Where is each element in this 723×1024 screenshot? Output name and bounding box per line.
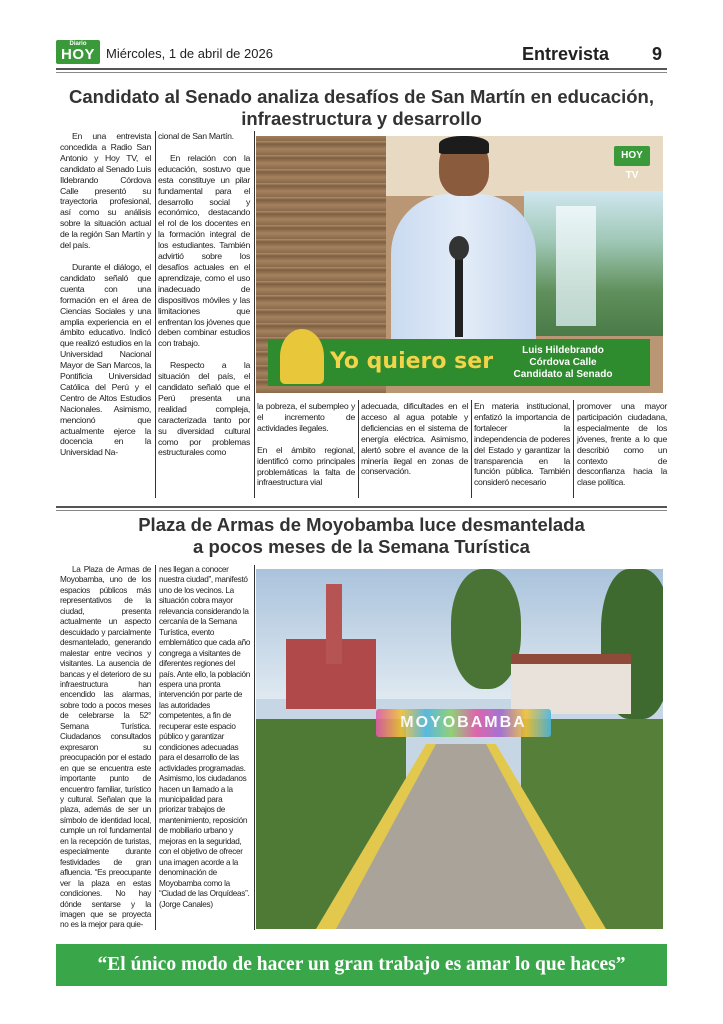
paragraph: Durante el diálogo, el candidato señaló que cuenta con una formación en el área de Ciencias Sociales y una amplia experiencia en el ámbito educativo. Indicó que realizó estudios en la Universidad Nacional Mayor de San Marcos, la Pontificia Universidad Católica del Perú y el Centro de Altos Estudios Nacionales. Asimismo, mencionó que actualmente ejerce la docencia en la Universidad Na- (60, 261, 151, 458)
page-number: 9 (652, 44, 663, 64)
microphone-icon (449, 236, 469, 260)
article1-column-4 (361, 401, 468, 488)
article1-headline-line1: Candidato al Senado analiza desafíos de San Martín en educación, (69, 86, 654, 107)
article2-headline-line2: a pocos meses de la Semana Turística (193, 536, 530, 557)
article2-headline-line1: Plaza de Armas de Moyobamba luce desmantelada (138, 514, 585, 535)
article2-headline (56, 514, 667, 558)
colonial-house (511, 654, 631, 714)
column-divider (155, 565, 156, 930)
column-divider (358, 400, 359, 498)
paragraph: adecuada, dificultades en el acceso al agua potable y deficiencias en el sistema de energía eléctrica. Asimismo, alertó sobre el avance de la minería ilegal en zonas de conservación. (361, 401, 468, 477)
section-rule-thin (56, 510, 667, 511)
column-divider (155, 131, 156, 498)
article1-headline-line2: infraestructura y desarrollo (241, 108, 482, 129)
paragraph: En materia institucional, enfatizó la importancia de fortalecer la independencia de poderes del Estado y garantizar la transparencia en la función pública. También consideró necesario (474, 401, 570, 488)
newspaper-logo (56, 40, 100, 64)
quote-banner: “El único modo de hacer un gran trabajo es amar lo que haces” (56, 944, 667, 986)
article1-headline (56, 86, 667, 130)
cathedral-tower (326, 584, 342, 664)
article1-column-3 (257, 401, 355, 499)
paragraph: En el ámbito regional, identificó como principales problemáticas la falta de infraestructura vial (257, 444, 355, 488)
waterfall-stream (556, 206, 596, 326)
paragraph: cional de San Martín. (158, 131, 234, 141)
article1-column-1 (60, 131, 151, 469)
issue-date: Miércoles, 1 de abril de 2026 (106, 46, 273, 61)
paragraph: promover una mayor participación ciudadana, especialmente de los jóvenes, frente a lo que describió como un contexto de desconfianza hacia la clase política. (577, 401, 667, 488)
paragraph: Respecto a la situación del país, el candidato señaló que el Perú presenta una realidad compleja, caracterizada tanto por su diversidad cultural como por problemas estructurales como (158, 360, 250, 458)
column-divider (254, 565, 255, 930)
candidate-hair (439, 136, 489, 154)
section-rule (56, 506, 667, 508)
paragraph: En relación con la educación, sostuvo que esta constituye un pilar fundamental para el desarrollo social y económico, destacando el rol de los docentes en la formación integral de los estudiantes. También advirtió sobre los desafíos actuales en el aprendizaje, como el uso inadecuado de dispositivos móviles y las limitaciones que enfrentan los jóvenes que deben combinar estudios con trabajo. (158, 152, 250, 349)
column-divider (254, 131, 255, 498)
article2-column-2 (159, 565, 251, 921)
logo-small-text: Diario (69, 41, 87, 47)
paragraph: La Plaza de Armas de Moyobamba, uno de los espacios públicos más representativos de la ciudad, presenta actualmente un aspecto descuidado y parcialmente desmantelado, generando malestar entre vecinos y visitantes. La ausencia de bancas y el deterioro de su infraestructura han encendido las alarmas, sobre todo a pocos meses de celebrarse la 52° Semana Turística. Ciudadanos consultados expresaron su preocupación por el estado en que se encuentra este importante punto de encuentro familiar, turístico y cultural. Señalan que la plaza, además de ser un símbolo de identidad local, cumple un rol fundamental en la recepción de turistas, especialmente durante festividades de gran afluencia. “Es preocupante ver la plaza en estas condiciones. No hay dónde sentarse y la imagen que se proyecta no es la mejor para quie- (60, 565, 151, 930)
header-rule-thin (56, 72, 667, 73)
candidate-caption (478, 345, 648, 381)
column-divider (573, 400, 574, 498)
city-name-sign: MOYOBAMBA (376, 709, 551, 737)
paragraph: En una entrevista concedida a Radio San Antonio y Hoy TV, el candidato al Senado Luis Ildebrando Córdova Calle presentó su trayectoria profesional, así como su análisis sobre la situación actual de la región San Martín y del país. (60, 131, 151, 251)
article2-column-1 (60, 565, 151, 942)
studio-background (386, 136, 663, 196)
header-rule (56, 68, 667, 70)
paragraph: la pobreza, el subempleo y el incremento de actividades ilegales. (257, 401, 355, 433)
candidate-shirt (391, 194, 536, 344)
logo-big-text: HOY (60, 46, 95, 63)
candidate-interview-photo (256, 136, 663, 393)
caption-name2: Córdova Calle (529, 357, 597, 368)
candidate-silhouette-icon (280, 329, 324, 384)
paragraph: nes llegan a conocer nuestra ciudad”, manifestó uno de los vecinos. La situación cobra mayor relevancia considerando la cercanía de la Semana Turística, evento emblemático que cada año congrega a visitantes de diferentes regiones del país. Ante ello, la población espera una pronta intervención por parte de las autoridades competentes, a fin de recuperar este espacio público y garantizar condiciones adecuadas para el desarrollo de las actividades programadas. Asimismo, los ciudadanos hacen un llamado a la municipalidad para priorizar trabajos de mantenimiento, reposición de mobiliario urbano y mejoras en la seguridad, con el objetivo de ofrecer una imagen acorde a la denominación de Moyobamba como la “Ciudad de las Orquídeas”. (Jorge Canales) (159, 565, 251, 909)
section-title: Entrevista (522, 44, 610, 64)
plaza-photo (256, 569, 663, 929)
caption-role: Candidato al Senado (513, 369, 613, 380)
show-title: Yo quiero ser (330, 349, 494, 374)
article1-column-5 (474, 401, 570, 499)
caption-name1: Luis Hildebrando (522, 345, 604, 356)
tv-logo-badge: HOY TV (614, 146, 650, 166)
article1-column-2 (158, 131, 250, 469)
column-divider (471, 400, 472, 498)
show-banner (268, 339, 650, 386)
article1-column-6 (577, 401, 667, 499)
